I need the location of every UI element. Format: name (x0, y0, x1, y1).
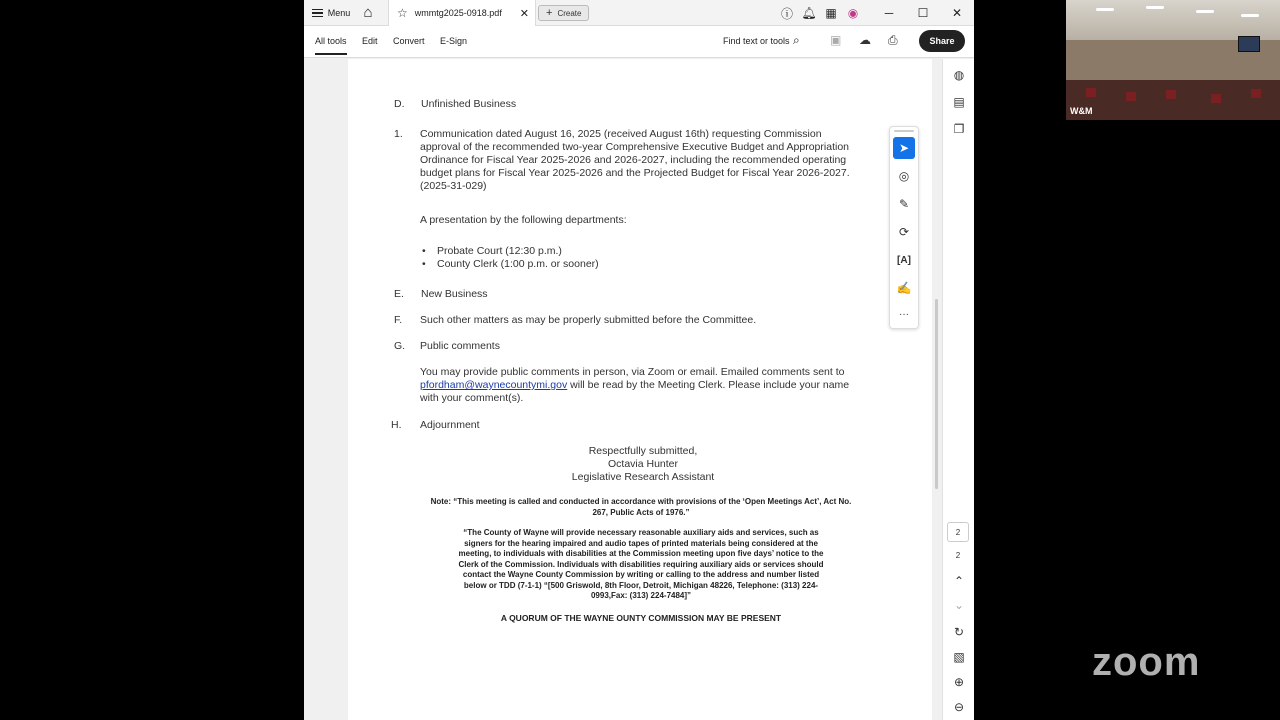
participant-name: W&M (1070, 106, 1093, 116)
fit-page-icon[interactable]: ▧ (953, 650, 965, 664)
signature-line: Octavia Hunter (607, 458, 679, 470)
section-f-letter: F. (394, 314, 403, 326)
title-bar-right (776, 0, 974, 26)
note-line: Note: “This meeting is called and conducted in accordance with provisions of the ‘Open Meetings Act’, Act No. (430, 497, 852, 506)
department-list-item: • County Clerk (1:00 p.m. or sooner) (437, 258, 599, 271)
video-light (1146, 6, 1164, 9)
item-1-line: approval of the recommended two-year Comprehensive Executive Budget and Appropriation (420, 141, 849, 153)
notice-line: below or TDD (7-1-1) “[500 Griswold, 8th Floor, Detroit, Michigan 48226, Telephone: (313) 224- (463, 580, 819, 590)
section-d-letter: D. (394, 98, 405, 110)
share-button[interactable]: Share (919, 30, 965, 52)
search-icon[interactable]: ⌕ (793, 33, 800, 47)
save-icon[interactable]: ▣ (830, 33, 842, 47)
item-1-line: budget plans for Fiscal Year 2025-2026 and the Projected Budget for Fiscal Year 2026-2027. (420, 167, 850, 179)
notice-line: contact the Wayne County Commission by writing or calling to the address and number listed (462, 570, 820, 579)
title-bar (304, 0, 974, 26)
document-viewport[interactable] (304, 59, 932, 720)
notice-line: signers for the hearing impaired and audio tapes of printed materials being considered at the (464, 538, 818, 548)
participant-video[interactable] (1066, 0, 1280, 120)
tab-all-tools[interactable]: All tools (315, 36, 347, 46)
home-icon: ⌂ (363, 4, 373, 21)
more-options-icon[interactable]: ··· (899, 308, 909, 320)
disability-notice (408, 528, 874, 602)
quorum-notice: A QUORUM OF THE WAYNE OUNTY COMMISSION MAY BE PRESENT (500, 613, 782, 623)
quick-tools-rail (889, 126, 919, 329)
item-1-text (420, 128, 880, 193)
tab-convert[interactable]: Convert (393, 36, 425, 46)
bookmarks-icon[interactable]: ▤ (953, 95, 965, 109)
profile-icon[interactable]: ◉ (847, 6, 859, 20)
total-pages: 2 (955, 551, 961, 560)
zoom-in-icon[interactable]: ⊕ (953, 675, 965, 689)
highlight-pen-icon[interactable]: ✎ (898, 197, 910, 211)
create-button[interactable] (538, 5, 589, 21)
video-monitor (1238, 36, 1260, 52)
section-h-title: Adjournment (420, 419, 480, 431)
star-icon[interactable]: ☆ (397, 6, 408, 20)
home-button[interactable] (354, 0, 382, 26)
rotate-icon[interactable]: ↻ (953, 625, 965, 639)
public-comments-line: will be read by the Meeting Clerk. Please include your name (567, 379, 850, 391)
section-d-title: Unfinished Business (421, 98, 517, 110)
create-label: Create (557, 8, 582, 18)
scroll-thumb[interactable] (935, 299, 938, 489)
draw-lasso-icon[interactable]: ⟳ (898, 225, 910, 239)
public-comments-line: with your comment(s). (420, 392, 524, 404)
item-1-line: Communication dated August 16, 2025 (received August 16th) requesting Commission (420, 128, 822, 140)
document-tab[interactable] (388, 0, 536, 26)
note-line: 267, Public Acts of 1976.” (592, 507, 690, 517)
notice-line: 0993,Fax: (313) 224-7484]” (590, 591, 692, 600)
public-comments-line: You may provide public comments in person, via Zoom or email. Emailed comments sent to (420, 366, 845, 378)
zoom-logo: zoom (1092, 640, 1201, 684)
item-1-line: Ordinance for Fiscal Year 2025-2026 and 2026-2027, including the recommended operating (420, 154, 847, 166)
help-icon[interactable]: ⓘ (780, 6, 793, 21)
document-tab-title: wmmtg2025-0918.pdf (414, 8, 502, 18)
vertical-scrollbar[interactable] (932, 59, 942, 720)
maximize-button[interactable]: ☐ (917, 6, 929, 20)
page-thumbnails-icon[interactable]: ❐ (953, 122, 965, 136)
video-light (1096, 8, 1114, 11)
notice-line: “The County of Wayne will provide necessary reasonable auxiliary aids and services, such as (463, 528, 819, 537)
section-e-title: New Business (421, 288, 488, 300)
item-1-line: (2025-31-029) (420, 180, 487, 192)
menu-label: Menu (327, 7, 351, 18)
signature-block (488, 445, 798, 484)
signature-line: Respectfully submitted, (588, 445, 698, 457)
notice-line: meeting, to individuals with disabilities at the Commission meeting upon five days’ notice to the (458, 549, 824, 558)
email-link[interactable]: pfordham@waynecountymi.gov (420, 379, 568, 391)
signature-line: Legislative Research Assistant (571, 471, 715, 483)
comment-icon[interactable]: ◎ (898, 169, 910, 183)
video-light (1241, 14, 1259, 17)
video-light (1196, 10, 1214, 13)
chevron-down-icon[interactable]: ⌄ (953, 598, 965, 612)
notice-line: Clerk of the Commission. Individuals with disabilities requiring auxiliary aids or services should (458, 559, 824, 569)
comments-panel-icon[interactable]: ◍ (953, 68, 965, 82)
current-page-input[interactable]: 2 (947, 522, 969, 542)
acrobat-window (304, 0, 974, 720)
section-g-letter: G. (394, 340, 406, 352)
video-seat (1166, 90, 1176, 99)
video-ceiling (1066, 0, 1280, 40)
video-seat (1251, 89, 1261, 98)
upload-cloud-icon[interactable]: ☁ (859, 33, 871, 47)
chevron-up-icon[interactable]: ⌃ (953, 574, 965, 588)
video-seat (1211, 94, 1221, 103)
find-text-or-tools[interactable]: Find text or tools (723, 36, 790, 46)
video-seat (1126, 92, 1136, 101)
pdf-page (348, 59, 932, 720)
video-floor (1066, 80, 1280, 120)
apps-grid-icon[interactable]: ▦ (825, 6, 837, 20)
plus-icon: + (546, 7, 553, 19)
select-cursor-icon[interactable]: ➤ (893, 137, 915, 159)
print-icon[interactable]: ⎙ (888, 33, 898, 47)
rail-drag-handle[interactable] (894, 130, 914, 132)
section-f-title: Such other matters as may be properly submitted before the Committee. (420, 314, 757, 326)
add-text-icon[interactable]: [A] (897, 254, 911, 266)
tab-e-sign[interactable]: E-Sign (440, 36, 468, 46)
section-h-letter: H. (391, 419, 402, 431)
tab-edit[interactable]: Edit (362, 36, 378, 46)
presentation-intro: A presentation by the following departments: (420, 214, 627, 226)
section-e-letter: E. (394, 288, 404, 300)
hamburger-icon (312, 9, 323, 17)
toolbar (304, 26, 974, 58)
close-tab-icon[interactable]: ✕ (519, 7, 529, 20)
public-comments-text (420, 366, 890, 405)
sign-pen-icon[interactable]: ✍ (896, 281, 912, 295)
zoom-out-icon[interactable]: ⊖ (953, 700, 965, 714)
video-seat (1086, 88, 1096, 97)
close-window-button[interactable]: ✕ (951, 6, 963, 20)
item-1-number: 1. (394, 128, 403, 140)
bell-icon[interactable]: 🔔︎ (801, 6, 817, 20)
section-g-title: Public comments (420, 340, 500, 352)
open-meetings-note (378, 497, 904, 518)
menu-button[interactable] (304, 0, 354, 26)
right-side-panel (942, 59, 974, 720)
department-list-item: • Probate Court (12:30 p.m.) (437, 245, 562, 258)
minimize-button[interactable]: ─ (884, 6, 894, 20)
